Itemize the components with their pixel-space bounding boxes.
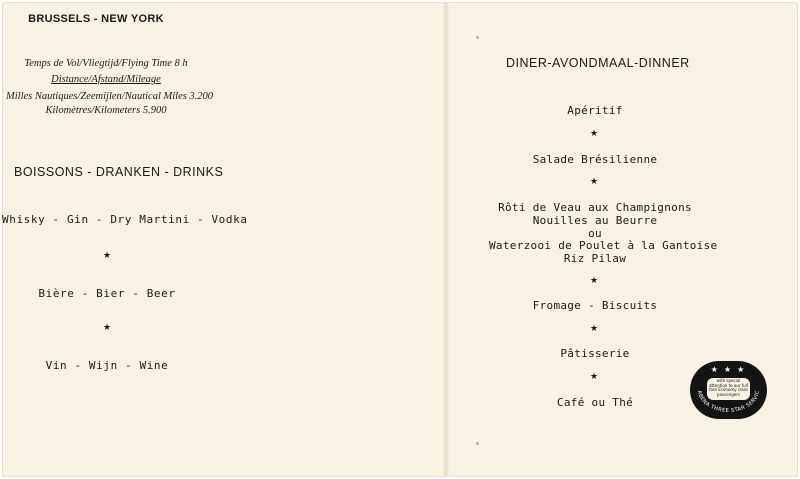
separator-star: ★ bbox=[103, 250, 112, 260]
separator-star: ★ bbox=[590, 275, 599, 285]
separator-star: ★ bbox=[590, 176, 599, 186]
menu-card bbox=[2, 2, 798, 477]
course-fromage: Fromage - Biscuits bbox=[532, 299, 658, 312]
course-salade: Salade Brésilienne bbox=[532, 153, 658, 166]
course-roti: Rôti de Veau aux Champignons bbox=[498, 201, 692, 214]
course-patisserie: Pâtisserie bbox=[560, 347, 630, 360]
badge-stars-icon: ★ ★ ★ bbox=[710, 365, 747, 374]
separator-star: ★ bbox=[590, 371, 599, 381]
badge-ring-label: ABENA THREE STAR SERVIC bbox=[695, 390, 762, 415]
drink-item: Vin - Wijn - Wine bbox=[45, 359, 169, 372]
staple-hole bbox=[476, 36, 479, 39]
course-aperitif: Apéritif bbox=[567, 104, 623, 117]
badge-caption: with special attention to our full fare Economy class passengers bbox=[707, 378, 750, 400]
separator-star: ★ bbox=[590, 323, 599, 333]
course-ou: ou bbox=[588, 227, 602, 240]
flight-time: Temps de Vol/Vliegtijd/Flying Time 8 h bbox=[24, 58, 188, 69]
kilometers: Kilomètres/Kilometers 5.900 bbox=[45, 105, 167, 116]
course-nouilles: Nouilles au Beurre bbox=[532, 214, 658, 227]
drink-item: Bière - Bier - Beer bbox=[38, 287, 176, 300]
distance-heading: Distance/Afstand/Mileage bbox=[51, 74, 161, 85]
left-panel bbox=[2, 2, 443, 477]
drinks-title: BOISSONS - DRANKEN - DRINKS bbox=[14, 165, 224, 179]
separator-star: ★ bbox=[590, 128, 599, 138]
course-riz: Riz Pilaw bbox=[563, 252, 627, 265]
course-cafe: Café ou Thé bbox=[556, 396, 634, 409]
course-waterzooi: Waterzooi de Poulet à la Gantoise bbox=[489, 239, 718, 252]
drink-item: Whisky - Gin - Dry Martini - Vodka bbox=[2, 213, 248, 226]
three-star-service-badge bbox=[690, 361, 767, 419]
nautical-miles: Milles Nautiques/Zeemijlen/Nautical Miles 3.200 bbox=[6, 91, 214, 102]
route-title: BRUSSELS - NEW YORK bbox=[28, 13, 164, 25]
staple-hole bbox=[476, 442, 479, 445]
separator-star: ★ bbox=[103, 322, 112, 332]
dinner-title: DINER-AVONDMAAL-DINNER bbox=[506, 56, 690, 70]
